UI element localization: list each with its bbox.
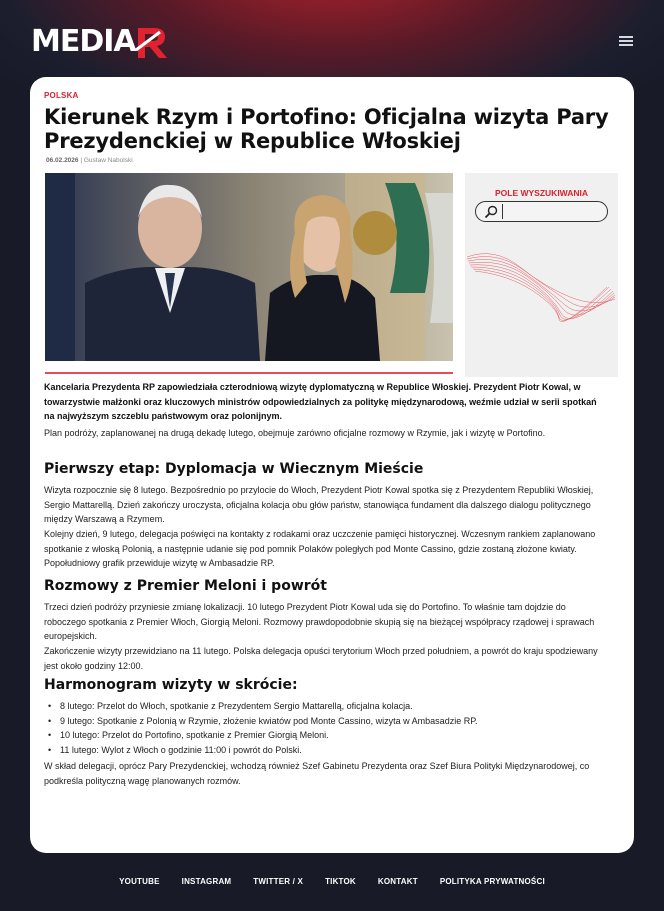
- schedule-item: • 9 lutego: Spotkanie z Polonią w Rzymie, złożenie kwiatów pod Monte Cassino, wizyta w Ambasadzie RP.: [44, 714, 600, 729]
- section2-paragraph-1: Trzeci dzień podróży przyniesie zmianę lokalizacji. 10 lutego Prezydent Piotr Kowal uda się do Portofino. To właśnie tam dojdzie do roboczego spotkania z Premier Włoch, Giorgią Meloni. Rozmowy prawdopodobnie skupią się na bieżącej współpracy rządowej i sprawach europejskich.: [44, 602, 595, 642]
- article-author: Gustaw Nabolski: [83, 157, 133, 164]
- article-date: 06.02.2026: [46, 157, 79, 164]
- section-tag[interactable]: POLSKA: [44, 91, 79, 100]
- article-closing: W skład delegacji, oprócz Pary Prezydenckiej, wchodzą również Szef Gabinetu Prezydenta oraz Szef Biura Polityki Międzynarodowej, co podkreśla polityczną wagę planowanych rozmów.: [44, 761, 590, 786]
- photo-divider: [45, 372, 453, 374]
- decorative-wave-graphic: [465, 249, 618, 329]
- footer-nav: [0, 869, 664, 899]
- search-input[interactable]: [502, 204, 602, 219]
- article-photo: [45, 173, 453, 361]
- search-box[interactable]: [475, 201, 608, 222]
- section1-paragraph-2: Kolejny dzień, 9 lutego, delegacja poświęci na kontakty z rodakami oraz uczczenie pamięci historycznej. Wczesnym rankiem zaplanowano spotkanie z włoską Polonią, a następnie udanie się pod pomnik Polaków poległych pod Monte Cassino, gdzie zostaną złożone kwiaty. Popołudniowy grafik przewiduje wizytę w Ambasadzie RP.: [44, 529, 596, 569]
- section2-paragraph-2: Zakończenie wizyty przewidziano na 11 lutego. Polska delegacja opuści terytorium Włoch przed południem, a powrót do kraju spodziewany jest około godziny 12:00.: [44, 646, 598, 671]
- schedule-item: • 11 lutego: Wylot z Włoch o godzinie 11:00 i powrót do Polski.: [44, 743, 600, 758]
- search-label: POLE WYSZUKIWANIA: [494, 188, 589, 198]
- sidebar-search-panel: [465, 173, 618, 377]
- article-meta: [46, 157, 133, 164]
- section-heading-2: Rozmowy z Premier Meloni i powrót: [44, 578, 327, 594]
- schedule-list: [44, 699, 600, 757]
- footer-link-contact[interactable]: KONTAKT: [377, 877, 418, 886]
- hamburger-menu-icon[interactable]: [619, 36, 633, 46]
- section1-paragraph-1: Wizyta rozpocznie się 8 lutego. Bezpośrednio po przylocie do Włoch, Prezydent Piotr Kowal spotka się z Prezydentem Republiki Włoskiej, Sergio Mattarellą. Dzień zakończy uroczysta, oficjalna kolacja obu głów państw, stanowiąca fundament dla dalszego dialogu politycznego między Warszawą a Rzymem.: [44, 485, 594, 525]
- footer-link-youtube[interactable]: YOUTUBE: [119, 877, 160, 886]
- article-card: [30, 77, 634, 853]
- schedule-item: • 10 lutego: Przelot do Portofino, spotkanie z Premier Giorgią Meloni.: [44, 728, 600, 743]
- section-heading-3: Harmonogram wizyty w skrócie:: [44, 677, 298, 693]
- article-intro: Plan podróży, zaplanowanej na drugą dekadę lutego, obejmuje zarówno oficjalne rozmowy w Rzymie, jak i wizytę w Portofino.: [44, 428, 546, 438]
- footer-link-privacy[interactable]: POLITYKA PRYWATNOŚCI: [439, 877, 545, 886]
- site-header: [0, 0, 664, 76]
- logo-text: MEDIA: [31, 24, 136, 59]
- article-title: Kierunek Rzym i Portofino: Oficjalna wizyta Pary Prezydenckiej w Republice Włoskiej: [44, 105, 609, 153]
- search-icon: [484, 205, 498, 219]
- article-lead: Kancelaria Prezydenta RP zapowiedziała czterodniową wizytę dyplomatyczną w Republice Włoskiej. Prezydent Piotr Kowal, w towarzystwie małżonki oraz kluczowych ministrów odpowiedzialnych za politykę międzynarodową, weźmie udział w serii spotkań na najwyższym szczeblu państwowym oraz polonijnym.: [44, 382, 597, 422]
- section-heading-1: Pierwszy etap: Dyplomacja w Wiecznym Mieście: [44, 461, 424, 477]
- article-photo-image: [45, 173, 453, 361]
- schedule-item: • 8 lutego: Przelot do Włoch, spotkanie z Prezydentem Sergio Mattarellą, oficjalna kolacja.: [44, 699, 600, 714]
- meta-separator: |: [80, 157, 83, 164]
- site-logo[interactable]: [31, 24, 170, 60]
- footer-link-twitter[interactable]: TWITTER / X: [253, 877, 304, 886]
- footer-link-instagram[interactable]: INSTAGRAM: [181, 877, 232, 886]
- footer-link-tiktok[interactable]: TIKTOK: [325, 877, 356, 886]
- logo-r-mark-icon: [134, 24, 170, 60]
